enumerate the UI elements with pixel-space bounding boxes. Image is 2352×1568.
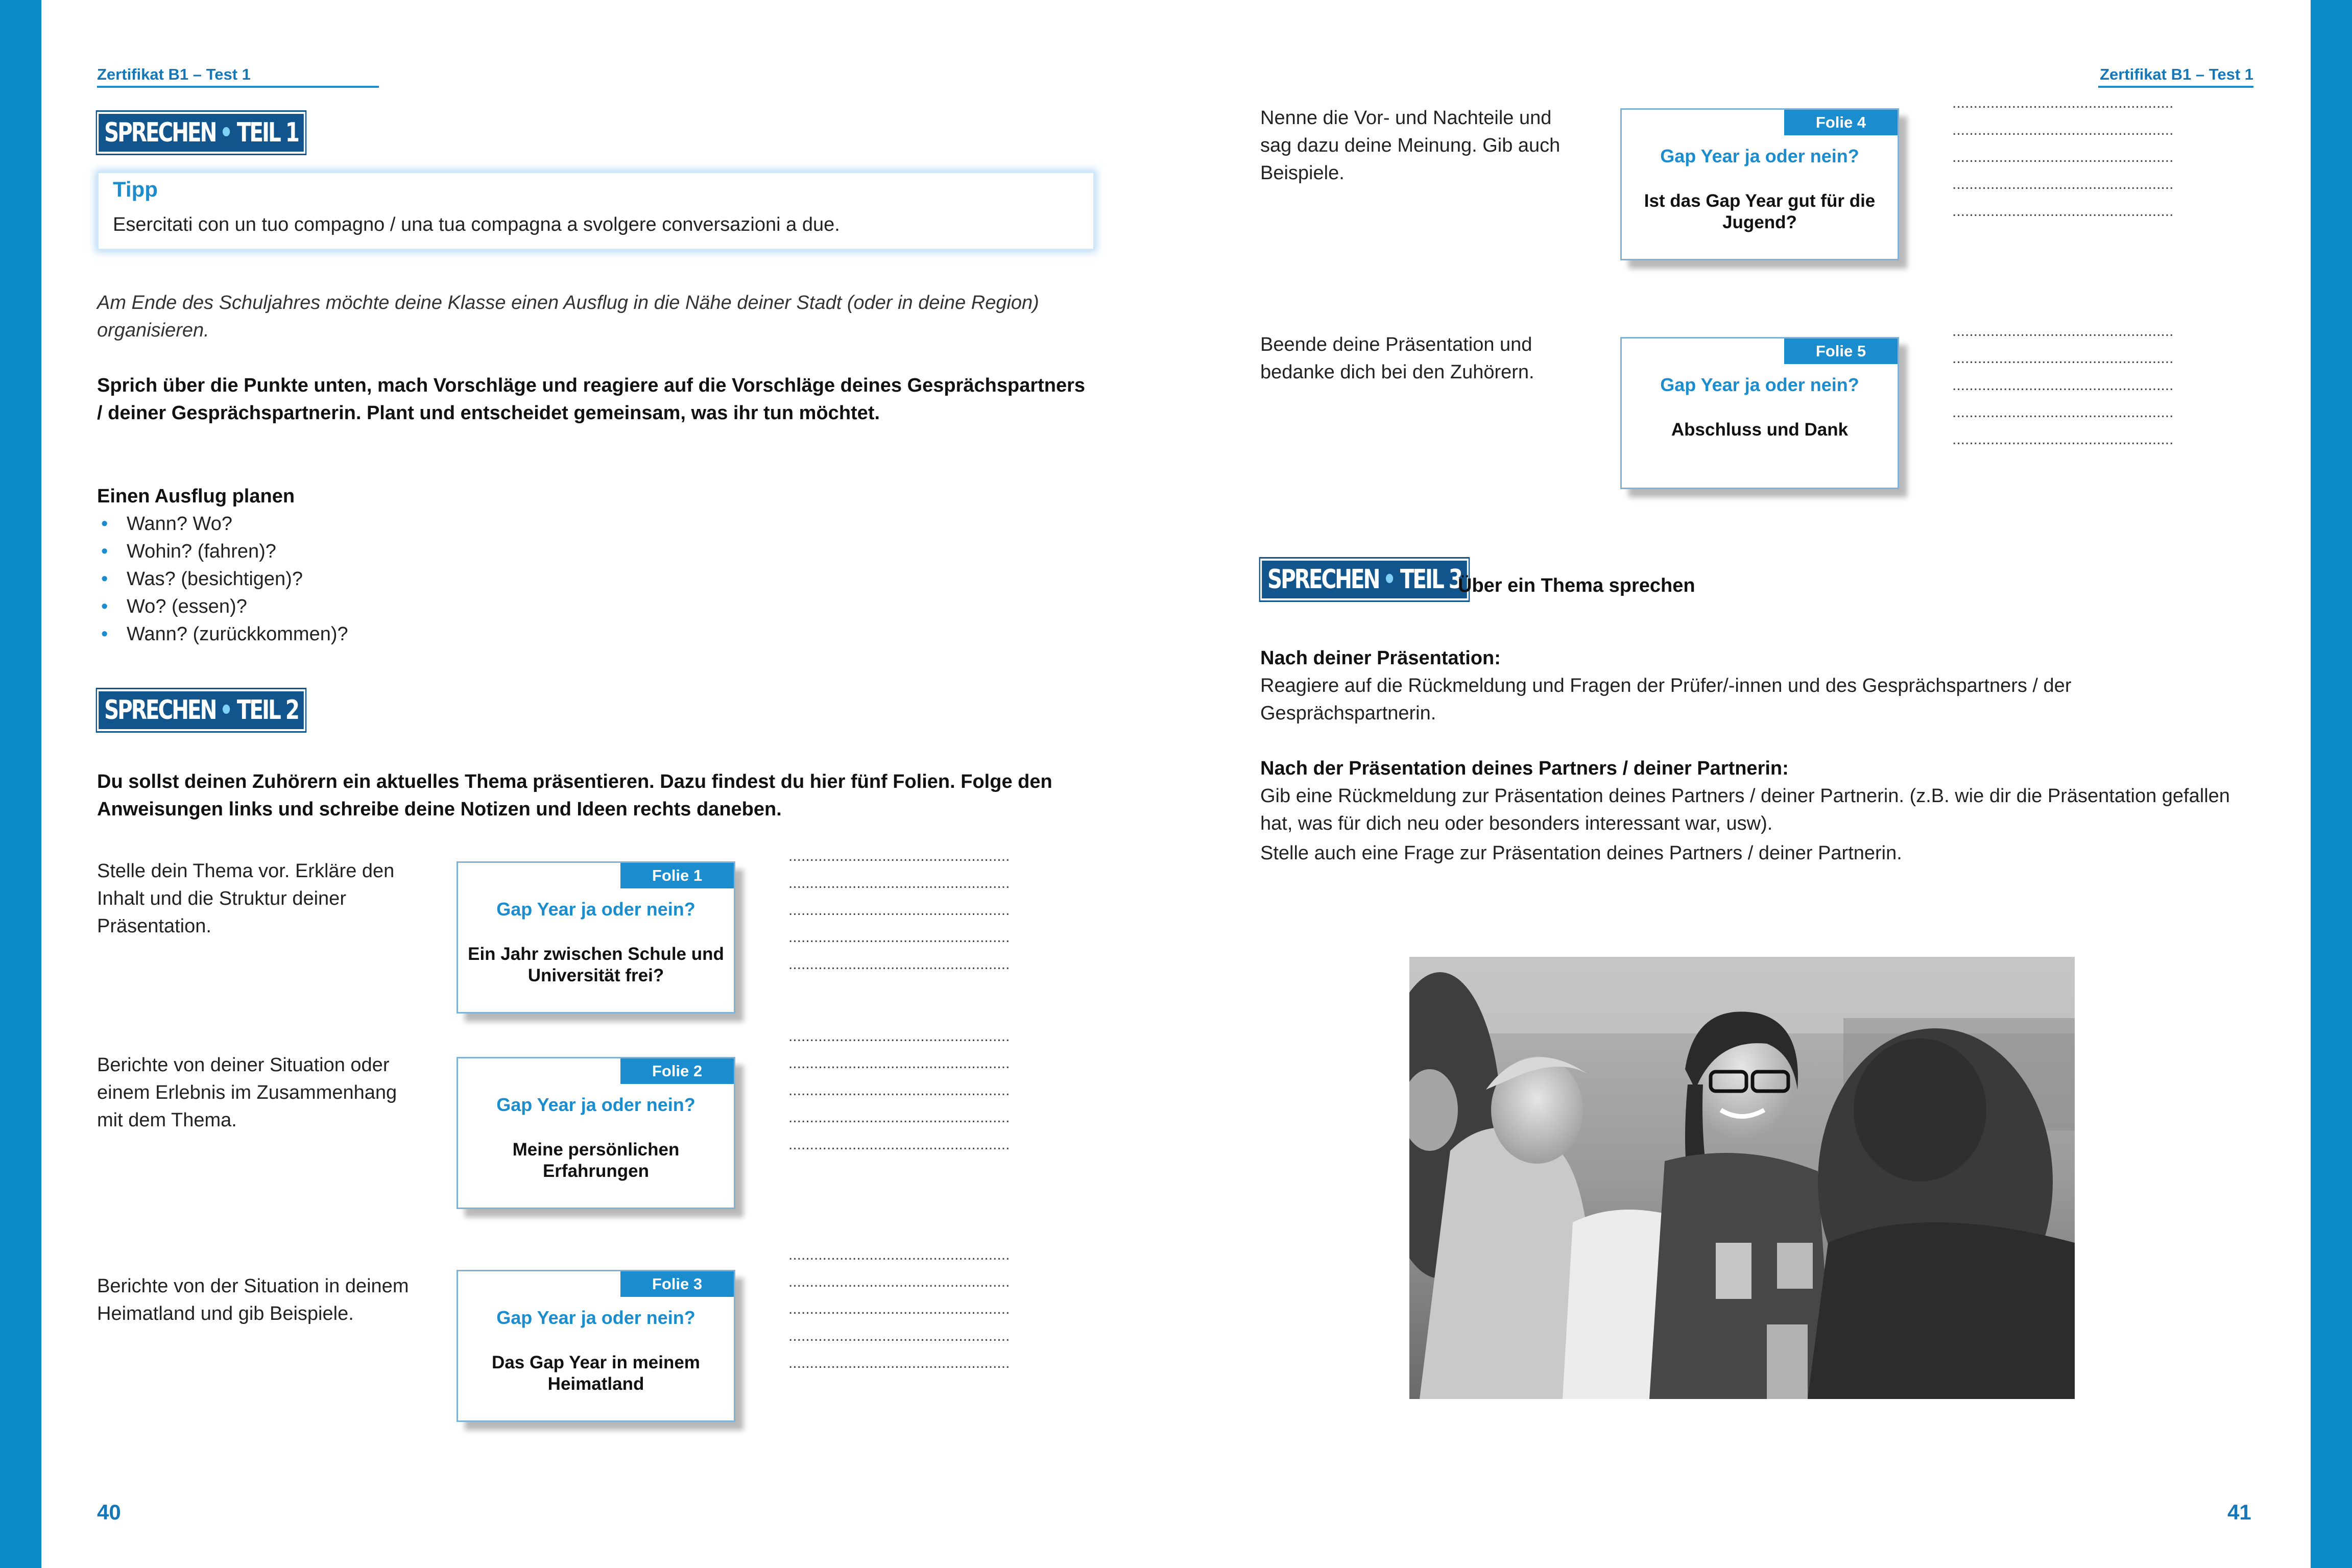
sprechen-teil3-tag: SPRECHEN • TEIL 3 bbox=[1260, 559, 1469, 600]
slide-body: Ist das Gap Year gut für die Jugend? bbox=[1644, 191, 1876, 232]
situation-text: Am Ende des Schuljahres möchte deine Klasse einen Ausflug in die Nähe deiner Stadt (oder in deine Region) organisieren. bbox=[97, 292, 1039, 341]
dotted-line: .................................................... bbox=[788, 848, 1010, 864]
dotted-line: .................................................... bbox=[788, 1136, 1010, 1153]
right-blue-edge bbox=[2311, 0, 2352, 1568]
slide-body: Das Gap Year in meinem Heimatland bbox=[492, 1353, 700, 1394]
left-blue-edge bbox=[0, 0, 41, 1568]
dotted-line: .................................................... bbox=[788, 1273, 1010, 1290]
dotted-line: .................................................... bbox=[1952, 404, 2174, 421]
dotted-line: .................................................... bbox=[788, 1300, 1010, 1317]
dotted-line: .................................................... bbox=[788, 1328, 1010, 1344]
dotted-line: .................................................... bbox=[788, 1109, 1010, 1126]
slide-folie-3 bbox=[457, 1270, 735, 1422]
folie-label: Folie 3 bbox=[620, 1271, 734, 1297]
teil1-instruction: Sprich über die Punkte unten, mach Vorschläge und reagiere auf die Vorschläge deines Gesprächspartners / deiner Gesprächspartnerin. Plant und entscheidet gemeinsam, was ihr tun möchtet. bbox=[97, 375, 1086, 424]
slide-title: Gap Year ja oder nein? bbox=[496, 899, 695, 920]
running-head-left: Zertifikat B1 – Test 1 bbox=[97, 65, 379, 88]
group-photo-graphic bbox=[1409, 957, 2075, 1399]
teil3-heading: Über ein Thema sprechen bbox=[1458, 575, 1695, 596]
list-title: Einen Ausflug planen bbox=[97, 486, 295, 507]
folie-label: Folie 4 bbox=[1784, 110, 1898, 135]
slide-title: Gap Year ja oder nein? bbox=[1660, 374, 1859, 395]
task-folie-2: Berichte von deiner Situation oder einem Erlebnis im Zusammenhang mit dem Thema. bbox=[97, 1054, 397, 1131]
page-number-left: 40 bbox=[97, 1500, 121, 1524]
dotted-line: .................................................... bbox=[1952, 203, 2174, 220]
dotted-line: .................................................... bbox=[1952, 431, 2174, 448]
list-item: • Was? (besichtigen)? bbox=[97, 565, 348, 593]
dotted-line: .................................................... bbox=[1952, 377, 2174, 394]
after-own-text: Reagiere auf die Rückmeldung und Fragen der Prüfer/-innen und des Gesprächspartners / der Gesprächspartnerin. bbox=[1260, 675, 2072, 724]
running-head-right: Zertifikat B1 – Test 1 bbox=[2098, 65, 2253, 88]
teil2-instruction: Du sollst deinen Zuhörern ein aktuelles Thema präsentieren. Dazu findest du hier fünf Folien. Folge den Anweisungen links und schreibe deine Notizen und Ideen rechts daneben. bbox=[97, 771, 1052, 820]
list-item: • Wo? (essen)? bbox=[97, 593, 348, 620]
dotted-line: .................................................... bbox=[1952, 176, 2174, 192]
dotted-line: .................................................... bbox=[788, 956, 1010, 973]
folie-label: Folie 5 bbox=[1784, 339, 1898, 364]
task-folie-3: Berichte von der Situation in deinem Heimatland und gib Beispiele. bbox=[97, 1275, 409, 1324]
dotted-line: .................................................... bbox=[1952, 94, 2174, 111]
page-number-right: 41 bbox=[2227, 1500, 2251, 1524]
slide-title: Gap Year ja oder nein? bbox=[496, 1307, 695, 1328]
tip-text: Esercitati con un tuo compagno / una tua compagna a svolgere conversazioni a due. bbox=[113, 214, 840, 235]
slide-title: Gap Year ja oder nein? bbox=[496, 1094, 695, 1115]
notes-lines-2 bbox=[788, 1028, 1085, 1163]
sprechen-teil2-tag: SPRECHEN • TEIL 2 bbox=[97, 689, 305, 731]
dotted-line: .................................................... bbox=[788, 875, 1010, 891]
dotted-line: .................................................... bbox=[788, 1028, 1010, 1045]
dotted-line: .................................................... bbox=[1952, 323, 2174, 340]
task-folie-4: Nenne die Vor- und Nachteile und sag dazu deine Meinung. Gib auch Beispiele. bbox=[1260, 107, 1561, 184]
dotted-line: .................................................... bbox=[788, 1082, 1010, 1099]
dotted-line: .................................................... bbox=[1952, 149, 2174, 165]
slide-folie-5 bbox=[1620, 337, 1899, 489]
notes-lines-1 bbox=[788, 848, 1085, 983]
list-item: • Wann? (zurückkommen)? bbox=[97, 620, 348, 648]
question-text: Stelle auch eine Frage zur Präsentation deines Partners / deiner Partnerin. bbox=[1260, 842, 1902, 864]
dotted-line: .................................................... bbox=[788, 929, 1010, 946]
notes-lines-3 bbox=[788, 1246, 1085, 1382]
slide-folie-2 bbox=[457, 1057, 735, 1209]
tip-title: Tipp bbox=[113, 177, 158, 201]
planning-points bbox=[97, 510, 348, 648]
dotted-line: .................................................... bbox=[1952, 122, 2174, 138]
dotted-line: .................................................... bbox=[1952, 350, 2174, 367]
folie-label: Folie 1 bbox=[620, 863, 734, 888]
sprechen-teil1-tag: SPRECHEN • TEIL 1 bbox=[97, 112, 305, 154]
slide-body: Ein Jahr zwischen Schule und Universität frei? bbox=[468, 944, 724, 985]
slide-folie-4 bbox=[1620, 108, 1899, 260]
after-partner-title: Nach der Präsentation deines Partners / deiner Partnerin: bbox=[1260, 758, 1789, 779]
folie-label: Folie 2 bbox=[620, 1058, 734, 1084]
after-partner-text: Gib eine Rückmeldung zur Präsentation deines Partners / deiner Partnerin. (z.B. wie dir die Präsentation gefallen hat, was für dich neu oder besonders interessant war, usw). bbox=[1260, 785, 2230, 834]
notes-lines-4 bbox=[1952, 94, 2248, 230]
list-item: • Wann? Wo? bbox=[97, 510, 348, 538]
slide-folie-1 bbox=[457, 861, 735, 1014]
task-folie-5: Beende deine Präsentation und bedanke dich bei den Zuhörern. bbox=[1260, 334, 1534, 383]
dotted-line: .................................................... bbox=[788, 1246, 1010, 1263]
tip-box bbox=[97, 172, 1095, 250]
slide-body: Meine persönlichen Erfahrungen bbox=[512, 1140, 680, 1181]
dotted-line: .................................................... bbox=[788, 1055, 1010, 1072]
dotted-line: .................................................... bbox=[788, 1355, 1010, 1371]
task-folie-1: Stelle dein Thema vor. Erkläre den Inhalt und die Struktur deiner Präsentation. bbox=[97, 860, 395, 937]
slide-body: Abschluss und Dank bbox=[1671, 420, 1849, 440]
list-item: • Wohin? (fahren)? bbox=[97, 538, 348, 565]
notes-lines-5 bbox=[1952, 323, 2248, 458]
group-photo bbox=[1409, 957, 2075, 1399]
dotted-line: .................................................... bbox=[788, 902, 1010, 919]
slide-title: Gap Year ja oder nein? bbox=[1660, 146, 1859, 166]
after-own-title: Nach deiner Präsentation: bbox=[1260, 647, 1501, 669]
